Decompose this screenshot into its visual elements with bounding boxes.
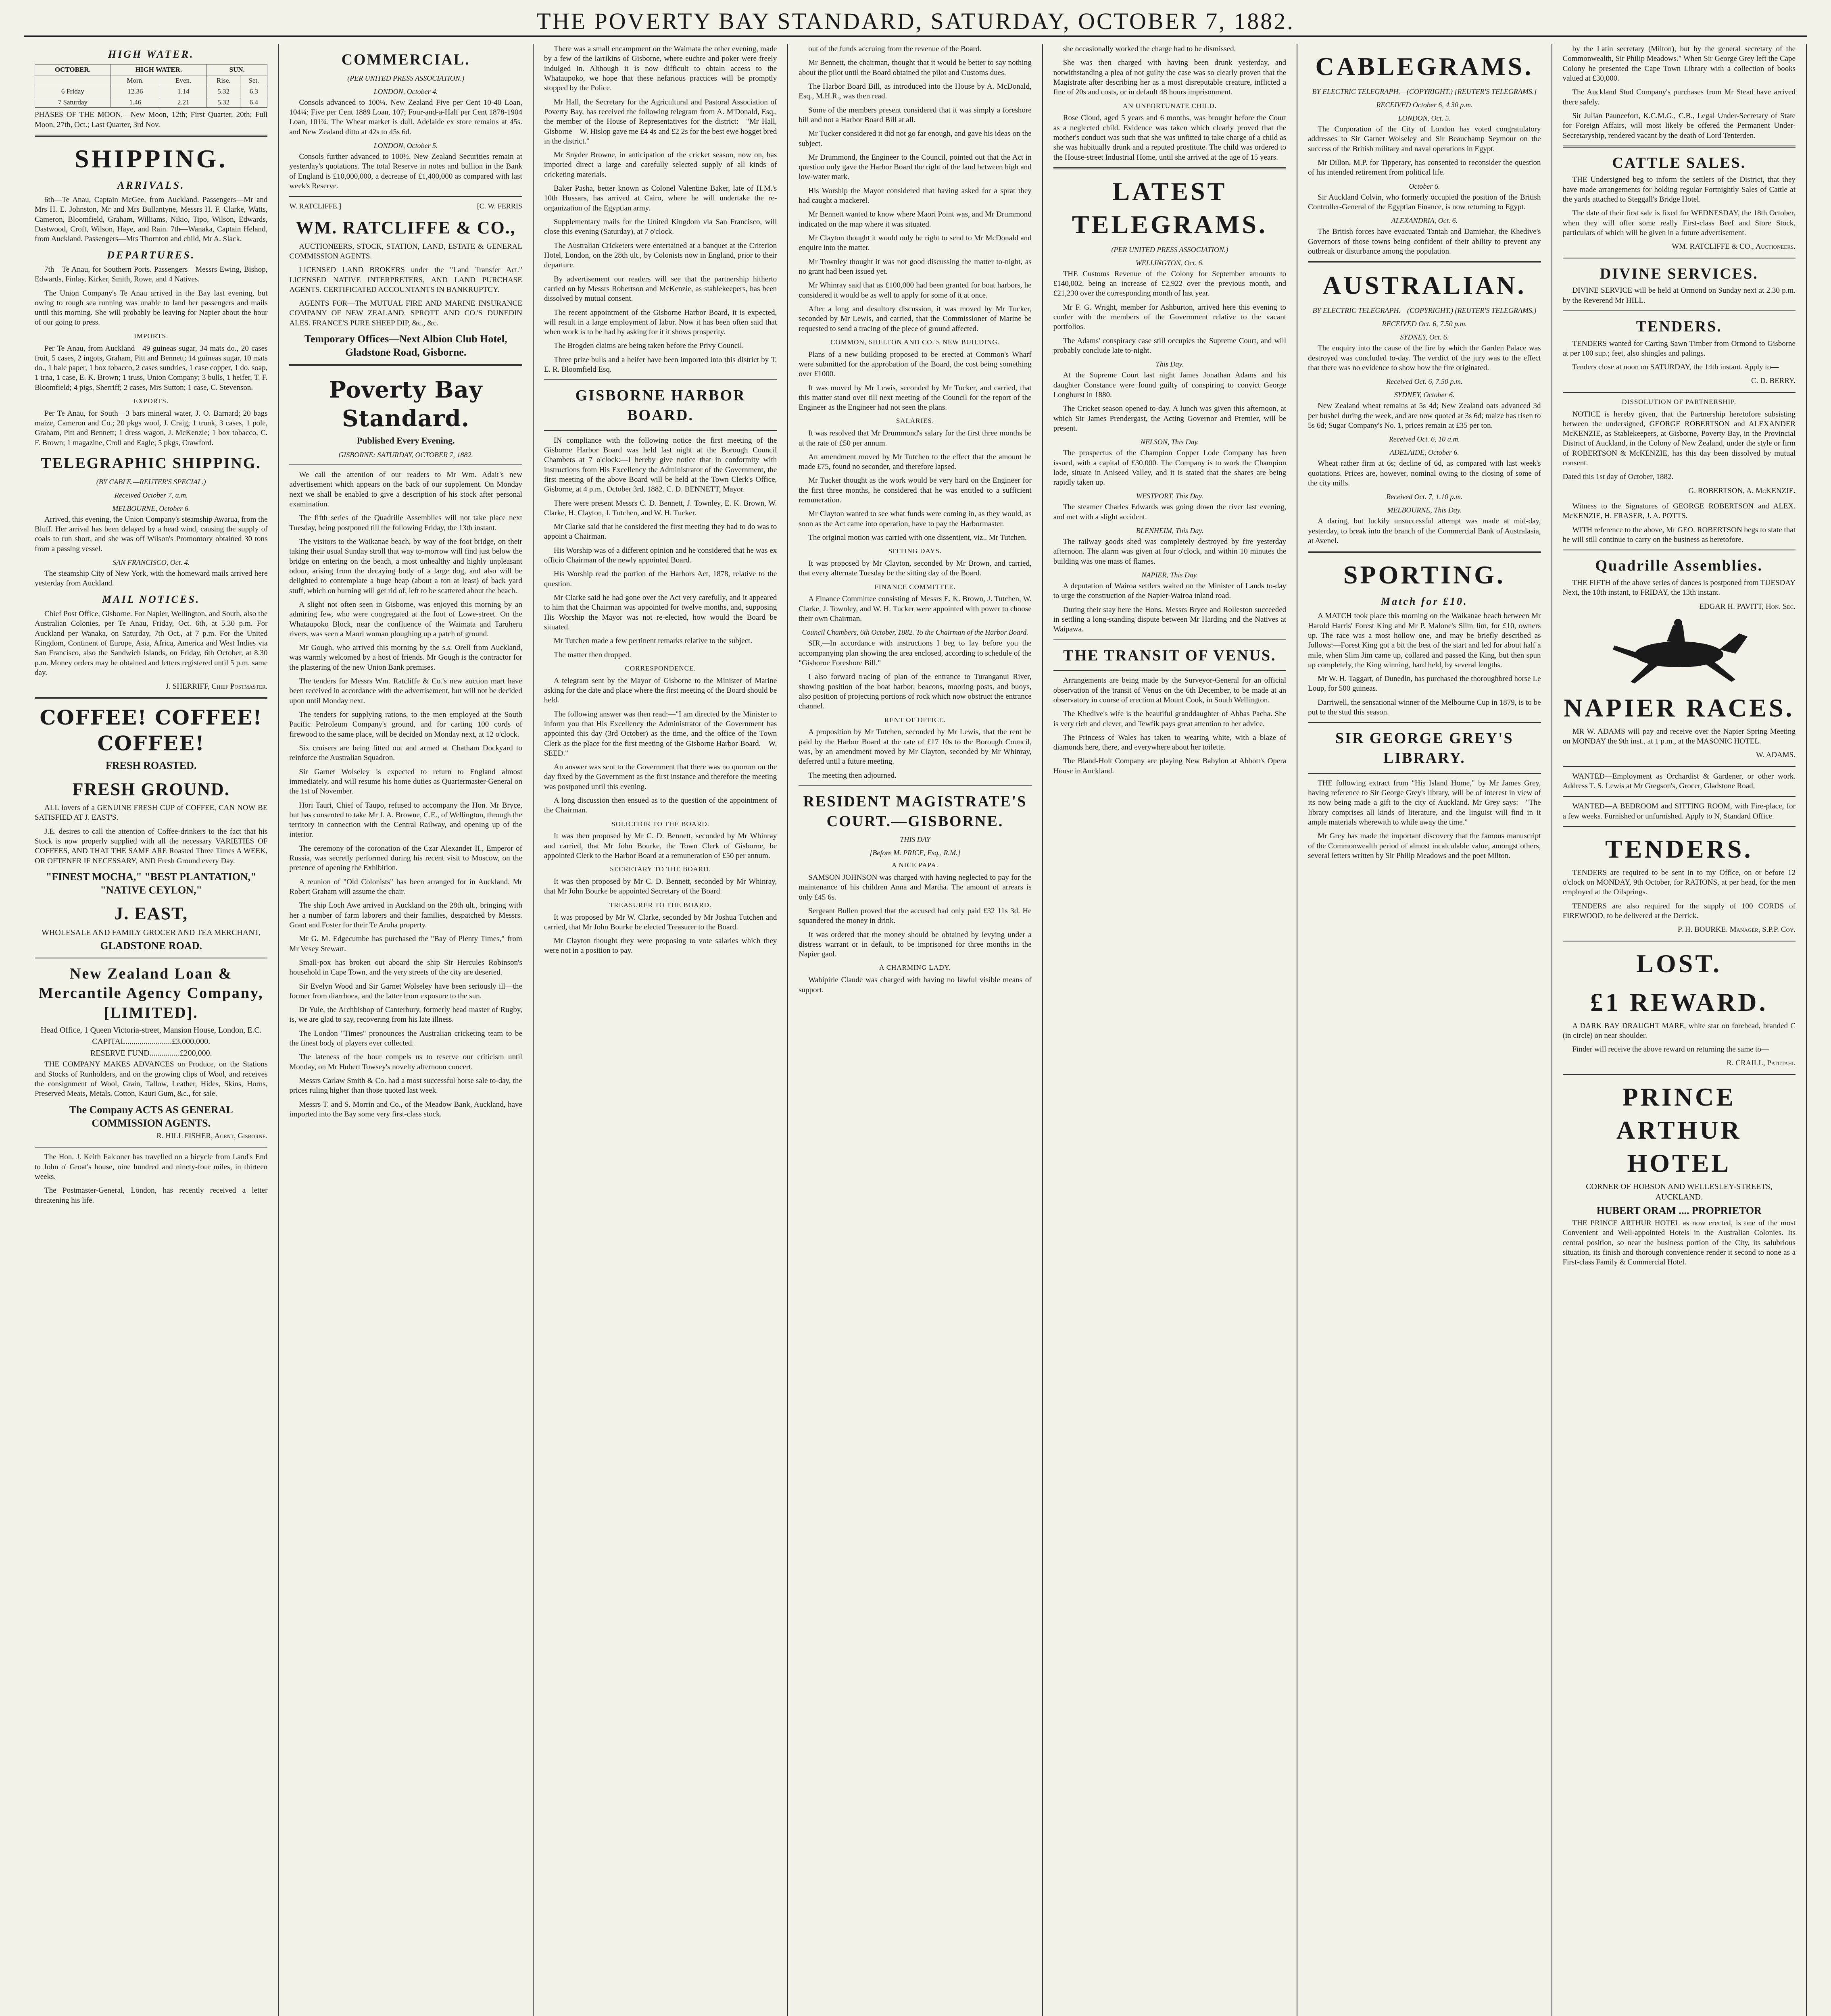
news-para: Three prize bulls and a heifer have been imported into this district by T. E. R. Bloomfield Esq.	[544, 355, 777, 374]
secretary-para: It was then proposed by Mr C. D. Bennett, seconded by Mr Whinray, that Mr John Bourke be appointed Secretary of the Board.	[544, 877, 777, 896]
lost-signature: R. CRAILL, Patutahi.	[1727, 1059, 1796, 1068]
cable-sub: BY ELECTRIC TELEGRAPH.—(COPYRIGHT.) [REUTER'S TELEGRAMS.]	[1312, 87, 1537, 96]
newspaper-title: Poverty Bay Standard.	[329, 376, 483, 432]
court-case-heading: A NICE PAPA.	[891, 861, 939, 869]
east-name: J. EAST,	[114, 904, 188, 924]
ratcliffe-right: [C. W. FERRIS	[477, 202, 522, 210]
corr-para: An answer was sent to the Government that there was no quorum on the day fixed by the Government as the first instance and therefore the meeting was postponed until this evening.	[544, 763, 777, 791]
dissolution-date: Dated this 1st day of October, 1882.	[1562, 473, 1674, 481]
news-para: The recent appointment of the Gisborne Harbor Board, it is expected, will result in a large employment of labor. Now it has been often said that when work is to be had by asking for it it shows prosperity.	[544, 308, 777, 337]
court-para: It was ordered that the money should be obtained by levying under a distress warrant or in default, to be imprisoned for three months in the Napier gaol.	[799, 930, 1032, 959]
child-heading: AN UNFORTUNATE CHILD.	[1122, 102, 1217, 110]
treasurer-para: Mr Clayton thought they were proposing to vote salaries which they were not in a position to pay.	[544, 937, 777, 955]
venus-para: Arrangements are being made by the Surveyor-General for an official observation of the transit of Venus on the 6th December, to be made at an observatory in course of erection at Mount Cook, in South Wellington.	[1053, 676, 1287, 704]
editorial-para: Mr G. M. Edgecumbe has purchased the "Bay of Plenty Times," from Mr Vesey Stewart.	[289, 935, 522, 953]
london-dateline: LONDON, Oct. 5.	[1398, 114, 1451, 122]
salaries-para: Mr Tucker thought as the work would be very hard on the Engineer for the first three months, he considered that he was entitled to a sufficient remuneration.	[799, 476, 1032, 505]
nelson-dateline: NELSON, This Day.	[1140, 438, 1199, 446]
common-heading: COMMON, SHELTON AND CO.'S NEW BUILDING.	[830, 338, 1000, 346]
rent-para: A proposition by Mr Tutchen, seconded by Mr Lewis, that the rent be paid by the Harbor Board at the rate of £17 10s to the Borough Council, was, by an amendment moved by Mr Clayton, seconded by Mr Whinray, deferred until a future meeting.	[799, 728, 1032, 766]
court-para: Sergeant Bullen proved that the accused had only paid £32 11s 3d. He squandered the money in drink.	[799, 906, 1032, 925]
quadrille-signature: EDGAR H. PAVITT, Hon. Sec.	[1699, 602, 1796, 611]
rent-heading: RENT OF OFFICE.	[884, 716, 946, 724]
rent-para: The meeting then adjourned.	[808, 771, 897, 780]
tide-row	[35, 97, 267, 108]
harbor-para: The matter then dropped.	[553, 650, 631, 659]
salaries-para: An amendment moved by Mr Tutchen to the effect that the amount be made £75, found no seconder, and therefore lapsed.	[799, 452, 1032, 471]
aus-received-4: Received Oct. 7, 1.10 p.m.	[1386, 493, 1463, 501]
tenders-para: TENDERS are also required for the supply of 100 CORDS of FIREWOOD, to be delivered at the Derrick.	[1562, 902, 1796, 921]
news-para: By advertisement our readers will see that the partnership hitherto carried on by Messrs Robertson and McKenzie, as stablekeepers, has been dissolved by mutual consent.	[544, 275, 777, 303]
council-dateline: Council Chambers, 6th October, 1882. To the Chairman of the Harbor Board.	[802, 628, 1028, 637]
tide-sub: Morn.	[111, 75, 160, 86]
column-6	[1297, 44, 1552, 2016]
aus-para: Wheat rather firm at 6s; decline of 6d, as compared with last week's quotations. Prices are, however, nominal owing to the closing of some of the city mills.	[1308, 459, 1541, 487]
editorial-para: The visitors to the Waikanae beach, by way of the foot bridge, on their taking their usual Sunday stroll that way to-morrow will find just below the bridge on entering on the beach, a most unhealthy and highly unpleasant odour, arising from the decaying body of a large dog, and also will be delighted to contemplate a huge heap (about a ton at least) of back yard stuff, which on burning will get rid of, left to be scattered about the beach.	[289, 537, 522, 595]
sanfran-text: The steamship City of New York, with the homeward mails arrived here yesterday from Auckland.	[35, 569, 268, 588]
exports-text: Per Te Anau, for South—3 bars mineral water, J. O. Barnard; 20 bags maize, Cameron and Co.; 20 pkgs wool, J. Craig; 1 trunk, 3 cases, 1 pole, Graham, Pitt and Bennett; 1 dress wagon, J. McKenzie; 1 box tobacco, C. F. Brown; 1 magazine, Croll and Eagle; 5 pkgs, Crawford.	[35, 409, 268, 447]
east-ad-text: ALL lovers of a GENUINE FRESH CUP of COFFEE, CAN NOW BE SATISFIED AT J. EAST'S.	[35, 804, 268, 822]
tide-header-water: HIGH WATER.	[111, 65, 207, 75]
common-para: It was moved by Mr Lewis, seconded by Mr Tucker, and carried, that this matter stand over till next meeting of the Council for the report of the Engineer as the Engineer had not seen the plans.	[799, 383, 1032, 412]
harbor-para: Mr Clarke said he had gone over the Act very carefully, and it appeared to him that the Chairman was appointed for twelve months, and, supposing His Worship the Mayor was not re-elected, how would the Board be situated.	[544, 594, 777, 631]
tide-cell: 7 Saturday	[35, 97, 111, 108]
nzloan-office: Head Office, 1 Queen Victoria-street, Mansion House, London, E.C.	[40, 1025, 262, 1035]
received-line: Received October 7, a.m.	[114, 491, 188, 499]
court-case-heading: A CHARMING LADY.	[879, 964, 951, 972]
blenheim-para: The railway goods shed was completely destroyed by fire yesterday afternoon. The alarm was given at four o'clock, and within 10 minutes the building was one mass of flames.	[1053, 537, 1287, 566]
council-para: SIR,—In accordance with instructions I beg to lay before you the accompanying plan showing the area enclosed, according to schedule of the "Gisborne Foreshore Bill."	[799, 639, 1032, 668]
cable-para: Sir Auckland Colvin, who formerly occupied the position of the British Controller-General of the Egyptian Finance, is now returning to Egypt.	[1308, 193, 1541, 211]
telegraphic-sub: (BY CABLE.—REUTER'S SPECIAL.)	[96, 477, 206, 486]
cattle-para: THE Undersigned beg to inform the settlers of the District, that they have made arrangements for holding regular Fortnightly Sales of Cattle at the yards attached to Steggall's Bridge Hotel.	[1562, 175, 1796, 204]
editorial-para: The tenders for supplying rations, to the men employed at the South Pacific Petroleum Company's ground, and for carting 100 cords of firewood to the same place, will be decided on Monday next, at 12 o'clock.	[289, 710, 522, 739]
lost-heading: LOST.	[1636, 949, 1722, 978]
tide-sub: Rise.	[207, 75, 240, 86]
corr-para: A long discussion then ensued as to the question of the appointment of the Chairman.	[544, 796, 777, 815]
ratcliffe-name: WM. RATCLIFFE & CO.,	[296, 218, 516, 238]
quadrille-para: THE FIFTH of the above series of dances is postponed from TUESDAY Next, the 10th instant, to FRIDAY, the 13th instant.	[1562, 578, 1796, 597]
news-para: Sir Julian Pauncefort, K.C.M.G., C.B., Legal Under-Secretary of State for Foreign Affairs, will most likely be offered the Permanent Under-Secretaryship, rendered vacant by the death of Lord Tenterden.	[1562, 111, 1796, 140]
editorial-para: The ship Loch Awe arrived in Auckland on the 28th ult., bringing with her a number of farm laborers and their families, despatched by Messrs. Grant and Foster for their Te Aroha property.	[289, 901, 522, 929]
editorial-para: The London "Times" pronounces the Australian cricketing team to be the finest body of players ever collected.	[289, 1029, 522, 1048]
newspaper-subtitle: Published Every Evening.	[357, 435, 455, 446]
imports-heading: IMPORTS.	[134, 332, 169, 340]
wellington-para: THE Customs Revenue of the Colony for September amounts to £140,002, being an increase of £2,922 over the previous month, and £21,230 over the corresponding month of last year.	[1053, 269, 1287, 298]
dissolution-heading: DISSOLUTION OF PARTNERSHIP.	[1622, 398, 1737, 406]
oct6-dateline: October 6.	[1409, 182, 1440, 190]
dissolution-witness: Witness to the Signatures of GEORGE ROBERTSON and ALEX. McKENZIE, H. FRASER, J. A. POTTS.	[1562, 502, 1796, 521]
imports-text: Per Te Anau, from Auckland—49 guineas sugar, 34 mats do., 20 cases fruit, 5 cases, 2 ingots, Graham, Pitt and Bennett; 14 guineas sugar, 10 mats do., 1 bale paper, 1 box tobacco, 2 cases sundries, 1 case copper, 1 do. soap, 1 trna, 1 case, E. K. Brown; 1 truss, Union Company; 3 bulls, 1 heifer, T. F. Bloomfield; 4 pigs, Sherriff; 2 cases, Mrs Sutton; 1 case, C. Stevenson.	[35, 344, 268, 392]
tenders-para: TENDERS are required to be sent in to my Office, on or before 12 o'clock on MONDAY, 9th October, for RATIONS, at per head, for the men employed at the Oilsprings.	[1562, 868, 1796, 897]
harbor-cont-para: His Worship the Mayor considered that having asked for a sprat they had caught a mackerel.	[799, 186, 1032, 205]
salaries-heading: SALARIES.	[896, 417, 934, 425]
news-para: The Auckland Stud Company's purchases from Mr Stead have arrived there safely.	[1562, 88, 1796, 106]
ratcliffe-text-2: LICENSED LAND BROKERS under the "Land Transfer Act." LICENSED NATIVE INTERPRETERS, AND LAND PURCHASE AGENTS. CERTIFICATED ACCOUNTANTS IN BANKRUPTCY.	[289, 266, 522, 294]
court-day: THIS DAY	[900, 835, 930, 844]
finance-para: A Finance Committee consisting of Messrs E. K. Brown, J. Tutchen, W. Clarke, J. Townley, and W. H. Tucker were appointed with power to choose their own Chairman.	[799, 595, 1032, 623]
aus-received: RECEIVED Oct. 6, 7.50 p.m.	[1382, 320, 1467, 328]
melbourne-dateline: MELBOURNE, October 6.	[112, 504, 190, 512]
moon-phases: PHASES OF THE MOON.—New Moon, 12th; First Quarter, 20th; Full Moon, 27th, Oct.; Last Quarter, 3rd Nov.	[35, 110, 268, 129]
nelson-para: The prospectus of the Champion Copper Lode Company has been issued, with a capital of £30,000. The Company is to work the Champion lode, situate in Aniseed Valley, and it is stated that the shares are being rapidly taken up.	[1053, 449, 1287, 487]
melbourne-text: Arrived, this evening, the Union Company's steamship Awarua, from the Bluff. Her arrival has been delayed by a head wind, causing the supply of coals to run short, and she was off Wilson's Promontory obtained 30 tons from a passing vessel.	[35, 515, 268, 553]
salaries-para: The original motion was carried with one dissentient, viz., Mr Tutchen.	[808, 533, 1027, 542]
mail-signature: J. SHERRIFF, Chief Postmaster.	[165, 682, 268, 691]
wellington-para: The Adams' conspiracy case still occupies the Supreme Court, and will probably conclude late to-night.	[1053, 336, 1287, 355]
cable-para: Mr Dillon, M.P. for Tipperary, has consented to reconsider the question of his intended retirement from political life.	[1308, 158, 1541, 177]
tenders-signature: C. D. BERRY.	[1751, 377, 1796, 385]
high-water-title: HIGH WATER.	[108, 48, 194, 60]
news-para: Baker Pasha, better known as Colonel Valentine Baker, late of H.M.'s 10th Hussars, has arrived at Cairo, where he will undertake the re-organization of the Egyptian army.	[544, 184, 777, 212]
ratcliffe-header	[289, 202, 522, 211]
grey-cont-para: by the Latin secretary (Milton), but by the general secretary of the Commonwealth, Sir Philip Meadows." When Sir George Grey left the Cape Colony he presented the Cape Town Library with a collection of books valued at £30,000.	[1562, 45, 1796, 83]
salaries-para: Mr Clayton wanted to see what funds were coming in, as they would, as soon as the Act came into operation, have to pay the Harbormaster.	[799, 510, 1032, 528]
court-para: Wahipirie Claude was charged with having no lawful visible means of support.	[799, 976, 1032, 994]
child-para: Rose Cloud, aged 5 years and 6 months, was brought before the Court as a neglected child. Evidence was taken which clearly proved that the mother's conduct was such that she was unfitted to take charge of a child as she was habitually drunk and a reputed prostitute. The child was ordered to the House-street Industrial Home, until she arrived at the age of 15 years.	[1053, 114, 1287, 162]
napier-races-para: MR W. ADAMS will pay and receive over the Napier Spring Meeting on MONDAY the 9th inst., at 1 p.m., at the MASONIC HOTEL.	[1562, 727, 1796, 746]
telegraphic-heading: TELEGRAPHIC SHIPPING.	[41, 455, 261, 472]
tide-cell: 5.32	[207, 97, 240, 108]
grey-para: THE following extract from "His Island Home," by Mr James Grey, having reference to Sir George Grey's library, will be of interest in view of its now being made a gift to the city of Auckland. Mr Grey says:—"The library comprises all kinds of literature, and the linguist will find in it ample materials wherewith to while away the time."	[1308, 779, 1541, 827]
harbor-board-heading: GISBORNE HARBOR BOARD.	[575, 387, 746, 424]
news-para: Mr Snyder Browne, in anticipation of the cricket season, now on, has imported direct a large and carefully selected supply of all kinds of cricketing materials.	[544, 151, 777, 179]
london-dateline-2: LONDON, October 5.	[373, 141, 438, 150]
hotel-heading: PRINCE ARTHUR HOTEL	[1616, 1082, 1742, 1177]
coffee-heading: COFFEE! COFFEE! COFFEE!	[40, 706, 263, 756]
tide-sub: Set.	[240, 75, 267, 86]
tide-cell: 2.21	[160, 97, 207, 108]
news-para: There was a small encampment on the Waimata the other evening, made by a few of the larrikins of Gisborne, where euchre and poker were freely indulged in. Although it is now difficult to obtain access to the Whataupoko, we hope that these nefarious practices will be promptly stopped by the Police.	[544, 45, 777, 93]
editorial-para: We call the attention of our readers to Mr Wm. Adair's new advertisement which appears on the back of our supplement. On Monday next we shall be enabled to give a description of his stock after personal examination.	[289, 471, 522, 509]
tenders-heading: TENDERS.	[1636, 318, 1722, 335]
tenders-para: Tenders close at noon on SATURDAY, the 14th instant. Apply to—	[1572, 363, 1779, 372]
editorial-para: A reunion of "Old Colonists" has been arranged for in Auckland. Mr Robert Graham will assume the chair.	[289, 877, 522, 896]
venus-para: The Bland-Holt Company are playing New Babylon at Abbott's Opera House in Auckland.	[1053, 757, 1287, 775]
aus-para: The enquiry into the cause of the fire by which the Garden Palace was destroyed was concluded to-day. The verdict of the jury was to the effect that there was no evidence to show how the fire originated.	[1308, 344, 1541, 372]
editorial-para: The lateness of the hour compels us to reserve our criticism until Monday, on Mr Hubert Towsey's novelty afternoon concert.	[289, 1053, 522, 1071]
tide-table	[35, 64, 267, 108]
commercial-sub: (PER UNITED PRESS ASSOCIATION.)	[347, 74, 465, 82]
court-heading: RESIDENT MAGISTRATE'S COURT.—GISBORNE.	[803, 793, 1027, 830]
editorial-para: The ceremony of the coronation of the Czar Alexander II., Emperor of Russia, was secretly performed during his recent visit to Moscow, on the pretence of opening the Exhibition.	[289, 844, 522, 873]
editorial-para: Sir Evelyn Wood and Sir Garnet Wolseley have been seriously ill—the former from diarrhoea, and the latter from exposure to the sun.	[289, 982, 522, 1000]
london-text-2: Consols further advanced to 100½. New Zealand Securities remain at yesterday's quotations. The total Reserve in notes and bullion in the Bank of England is £10,000,000, a decrease of £1,400,000 as compared with last week's Reserve.	[289, 152, 522, 190]
napier-races-heading: NAPIER RACES.	[1564, 693, 1795, 722]
this-day-para: At the Supreme Court last night James Jonathan Adams and his daughter Constance were found guilty of conspiring to convict George Longhurst in 1880.	[1053, 371, 1287, 399]
news-para: Mr Hall, the Secretary for the Agricultural and Pastoral Association of Poverty Bay, has received the following telegram from A. M'Donald, Esq., the member of the House of Representatives for the district:—"Mr Hall, Gisborne—W. Hislop gave me £4 4s and £2 2s for the best ewe hogget bred in the district."	[544, 98, 777, 146]
editorial-para: Small-pox has broken out aboard the ship Sir Hercules Robinson's household in Cape Town, and the very streets of the city are deserted.	[289, 958, 522, 977]
harbor-cont-para: Mr Drummond, the Engineer to the Council, pointed out that the Act in question only gave the Harbor Board the right of the land between high and low-water mark.	[799, 153, 1032, 181]
napier-para: During their stay here the Hons. Messrs Bryce and Rolleston succeeded in settling a long-standing dispute between Mr Harding and the Natives at Waipawa.	[1053, 605, 1287, 634]
lost-para: Finder will receive the above reward on returning the same to—	[1572, 1045, 1769, 1054]
hotel-para: THE PRINCE ARTHUR HOTEL as now erected, is one of the most Convenient and Well-appointed Hotels in the Australian Colonies. Its central position, so near the business portion of the City, its salubrious situation, its finish and thorough convenience render it second to none as a First-class Family & Commercial Hotel.	[1562, 1218, 1796, 1267]
aus-sub: BY ELECTRIC TELEGRAPH.—(COPYRIGHT.) (REUTER'S TELEGRAMS.)	[1312, 306, 1537, 315]
ratcliffe-agents: AGENTS FOR—The MUTUAL FIRE AND MARINE INSURANCE COMPANY OF NEW ZEALAND. SPROTT AND CO.'S DUNEDIN ALES. FRANCE'S PURE SHEEP DIP, &c., &c.	[289, 299, 522, 327]
temp-office: Temporary Offices—Next Albion Club Hotel, Gladstone Road, Gisborne.	[304, 333, 507, 358]
sporting-para: Mr W. H. Taggart, of Dunedin, has purchased the thoroughbred horse Le Loup, for 500 guineas.	[1308, 675, 1541, 693]
court-para: SAMSON JOHNSON was charged with having neglected to pay for the maintenance of his children Anna and Martha. The amount of arrears is only £45 6s.	[799, 873, 1032, 902]
harbor-cont-para: Mr Tucker considered it did not go far enough, and gave his ideas on the subject.	[799, 129, 1032, 148]
east-ad-text-2: J.E. desires to call the attention of Coffee-drinkers to the fact that his Stock is now properly supplied with all the necessary VARIETIES OF COFFEES, AND THAT THE SAME ARE Roasted Three Times A WEEK, OR OFTENER IF NECESSARY, AND Fresh Ground every Day.	[35, 827, 268, 865]
london-dateline-1: LONDON, October 4.	[373, 87, 438, 96]
postmaster-note: The Postmaster-General, London, has recently received a letter threatening his life.	[35, 1186, 268, 1205]
shipping-heading: SHIPPING.	[75, 144, 228, 173]
solicitor-heading: SOLICITOR TO THE BOARD.	[611, 820, 709, 828]
column-2	[279, 44, 533, 2016]
dissolution-signature: G. ROBERTSON, A. McKENZIE.	[1688, 486, 1796, 495]
east-trade: WHOLESALE AND FAMILY GROCER AND TEA MERCHANT,	[42, 928, 261, 937]
harbor-cont-para: Mr Whinray said that as £100,000 had been granted for boat harbors, he considered it would be as well to apply for some of it at once.	[799, 281, 1032, 300]
westport-dateline: WESTPORT, This Day.	[1136, 492, 1203, 500]
melbourne-dateline: MELBOURNE, This Day.	[1387, 506, 1462, 514]
arrivals-heading: ARRIVALS.	[117, 179, 185, 191]
east-address: GLADSTONE ROAD.	[100, 940, 202, 952]
wanted-ad: WANTED—Employment as Orchardist & Gardener, or other work. Address T. S. Lewis at Mr Gregson's, Grocer, Gladstone Road.	[1562, 772, 1796, 790]
masthead: THE POVERTY BAY STANDARD, SATURDAY, OCTOBER 7, 1882.	[24, 7, 1807, 37]
napier-para: A deputation of Wairoa settlers waited on the Minister of Lands to-day to urge the construction of the Napier-Wairoa inland road.	[1053, 582, 1287, 600]
ratcliffe-left: W. RATCLIFFE.]	[289, 202, 342, 210]
alexandria-dateline: ALEXANDRIA, Oct. 6.	[1391, 217, 1458, 225]
aus-received-2: Received Oct. 6, 7.50 p.m.	[1386, 377, 1463, 386]
sitting-para: It was proposed by Mr Clayton, seconded by Mr Brown, and carried, that every alternate Tuesday be the sitting day of the Board.	[799, 559, 1032, 578]
news-para: Supplementary mails for the United Kingdom via San Francisco, will close this evening (Saturday), at 7 o'clock.	[544, 218, 777, 236]
lost-para: A DARK BAY DRAUGHT MARE, white star on forehead, branded C (in circle) on near shoulder.	[1562, 1021, 1796, 1040]
cattle-para: The date of their first sale is fixed for WEDNESDAY, the 18th October, when they will offer some really First-class Beef and Store Stock, particulars of which will be given in a future advertisement.	[1562, 209, 1796, 237]
corr-para: A telegram sent by the Mayor of Gisborne to the Minister of Marine asking for the date and place where the first meeting of the Board should be held.	[544, 676, 777, 705]
westport-para: The steamer Charles Edwards was going down the river last evening, and met with a slight accident.	[1053, 503, 1287, 521]
union-text: The Union Company's Te Anau arrived in the Bay last evening, but owing to rough sea running was unable to land her passengers and mails until this morning. She will probably be leaving for Napier about the hour of our going to press.	[35, 289, 268, 327]
london-text-1: Consols advanced to 100¼. New Zealand Five per Cent 10-40 Loan, 104¼; Five per Cent 1889 Loan, 107; Four-and-a-Half per Cent 1878-1904 Loan, 101¾. The Wheat market is dull. Adelaide ex store remains at 45s. and New Zealand ditto at 42s to 45s 6d.	[289, 98, 522, 136]
quadrille-heading: Quadrille Assemblies.	[1595, 557, 1763, 575]
harbor-para: His Worship read the portion of the Harbors Act, 1878, relative to the question.	[544, 570, 777, 588]
treasurer-heading: TREASURER TO THE BOARD.	[609, 901, 712, 909]
column-1	[24, 44, 279, 2016]
tide-header-month: OCTOBER.	[35, 65, 111, 75]
tenders-para: TENDERS wanted for Carting Sawn Timber from Ormond to Gisborne at per 100 sup.; feet, also shingles and palings.	[1562, 339, 1796, 358]
common-para: Plans of a new building proposed to be erected at Common's Wharf were submitted for the approbation of the Board, the cost being something over £1000.	[799, 350, 1032, 379]
page-columns	[24, 44, 1807, 2016]
harbor-cont-para: Mr Bennett, the chairman, thought that it would be better to say nothing about the pilot until the Board obtained the pilot and Customs dues.	[799, 58, 1032, 77]
hotel-proprietor: HUBERT ORAM .... PROPRIETOR	[1596, 1204, 1762, 1216]
harbor-cont-para: Mr Clayton thought it would only be right to send to Mr McDonald and enquire into the matter.	[799, 234, 1032, 252]
venus-heading: THE TRANSIT OF VENUS.	[1063, 647, 1276, 664]
cattle-heading: CATTLE SALES.	[1612, 154, 1746, 171]
tide-cell: 6 Friday	[35, 86, 111, 97]
dissolution-para: WITH reference to the above, Mr GEO. ROBERTSON begs to state that he will still continue to carry on the business as heretofore.	[1562, 525, 1796, 544]
match-heading: Match for £10.	[1381, 596, 1468, 608]
aus-received-3: Received Oct. 6, 10 a.m.	[1389, 435, 1460, 444]
divine-para: DIVINE SERVICE will be held at Ormond on Sunday next at 2.30 p.m. by the Reverend Mr HILL.	[1562, 286, 1796, 305]
harbor-cont-para: Mr Townley thought it was not good discussing the matter to-night, as no grant had been issued yet.	[799, 257, 1032, 276]
adelaide-dateline: ADELAIDE, October 6.	[1389, 448, 1459, 457]
divine-heading: DIVINE SERVICES.	[1600, 265, 1758, 282]
coffee-varieties: "FINEST MOCHA," "BEST PLANTATION," "NATIVE CEYLON,"	[46, 871, 257, 896]
harbor-para: IN compliance with the following notice the first meeting of the Gisborne Harbor Board was held last night at the Borough Council Chambers at 7 o'clock:—I hereby give notice that in conformity with instructions from His Excellency the Administrator of the Government, the first meeting of the above Board will be held at the Town Clerk's Office, Gisborne, at 4 p.m., October 3rd, 1882. C. D. BENNETT, Mayor.	[544, 436, 777, 494]
napier-dateline: NAPIER, This Day.	[1141, 571, 1198, 579]
harbor-cont-para: Mr Bennett wanted to know where Maori Point was, and Mr Drummond indicated on the map where it was situated.	[799, 210, 1032, 229]
nzloan-signature: R. HILL FISHER, Agent, Gisborne.	[156, 1132, 268, 1141]
falconer-note: The Hon. J. Keith Falconer has travelled on a bicycle from Land's End to John o' Groat's house, nine hundred and ninety-four miles, in thirteen weeks.	[35, 1153, 268, 1181]
dissolution-para: NOTICE is hereby given, that the Partnership heretofore subsisting between the undersigned, GEORGE ROBERTSON and ALEXANDER McKENZIE, as Stablekeepers, at Gisborne, Poverty Bay, in the Provincial District of Auckland, in the Colony of New Zealand, under the style or firm of ROBERTSON & McKENZIE, has this day been dissolved by mutual consent.	[1562, 410, 1796, 468]
editorial-para: The fifth series of the Quadrille Assemblies will not take place next Tuesday, being postponed till the following Friday, the 13th instant.	[289, 514, 522, 532]
column-7	[1552, 44, 1807, 2016]
news-para: The Brogden claims are being taken before the Privy Council.	[553, 342, 744, 350]
editorial-para: Sir Garnet Wolseley is expected to return to England almost immediately, and will resume his home duties as Quartermaster-General on the 1st of November.	[289, 767, 522, 796]
latest-telegrams-heading: LATEST TELEGRAMS.	[1072, 177, 1268, 239]
fresh-roasted: FRESH ROASTED.	[106, 760, 197, 772]
cable-para: The British forces have evacuated Tantah and Damiehar, the Khedive's Governors of those towns being confident of their ability to prevent any outbreak or disturbance among the population.	[1308, 227, 1541, 256]
cricket-para: The Cricket season opened to-day. A lunch was given this afternoon, at which Sir James Prendergast, the Acting Governor and Premier, will be present.	[1053, 404, 1287, 433]
wellington-dateline: WELLINGTON, Oct. 6.	[1135, 258, 1204, 267]
council-para: I also forward tracing of plan of the entrance to Turanganui River, showing position of the boat harbor, beacons, mooring posts, and buoys, also position of projecting portions of rock which now obstruct the entrance channel.	[799, 673, 1032, 711]
solicitor-para: It was then proposed by Mr C. D. Bennett, seconded by Mr Whinray and carried, that Mr John Bourke, the Town Clerk of Gisborne, be appointed Clerk to the Harbor Board at a remuneration of £50 per annum.	[544, 832, 777, 860]
aus-para: New Zealand wheat remains at 5s 4d; New Zealand oats advanced 3d per bushel during the week, and are now quoted at 3s 6d; maize has risen to 5s 6d; Sugar Company's No. 1, prices remain at £35 per ton.	[1308, 402, 1541, 430]
editorial-para: Messrs Carlaw Smith & Co. had a most successful horse sale to-day, the prices ruling higher than those quoted last week.	[289, 1077, 522, 1095]
editorial-para: The tenders for Messrs Wm. Ratcliffe & Co.'s new auction mart have been received in accordance with the advertisement, but will not be decided upon until Monday next.	[289, 677, 522, 705]
harbor-para: Mr Tutchen made a few pertinent remarks relative to the subject.	[553, 637, 753, 646]
tide-cell: 6.4	[240, 97, 267, 108]
editorial-para: A slight not often seen in Gisborne, was enjoyed this morning by an admiring few, who were congregated at the foot of Lowe-street. On the Whataupoko Block, near the confluence of the Waimata and Taruheru rivers, was seen a Maori woman ploughing up a patch of ground.	[289, 600, 522, 638]
column-5	[1043, 44, 1297, 2016]
finance-heading: FINANCE COMMITTEE.	[874, 583, 956, 591]
sporting-para: Darriwell, the sensational winner of the Melbourne Cup in 1879, is to be put to the stud this season.	[1308, 698, 1541, 717]
wanted-ad: WANTED—A BEDROOM and SITTING ROOM, with Fire-place, for a few weeks. Furnished or unfurnished. Apply to N, Standard Office.	[1562, 802, 1796, 821]
australian-heading: AUSTRALIAN.	[1322, 271, 1527, 300]
harbor-cont-para: Some of the members present considered that it was simply a foreshore bill and not a Harbor Board Bill at all.	[799, 106, 1032, 124]
cablegrams-heading: CABLEGRAMS.	[1315, 52, 1534, 81]
editorial-para: Mr Gough, who arrived this morning by the s.s. Orell from Auckland, was warmly welcomed by a host of friends. Mr Gough is the contractor for the plastering of the new Union Bank premises.	[289, 644, 522, 672]
harbor-para: There were present Messrs C. D. Bennett, J. Townley, E. K. Brown, W. Clarke, H. Clayton, J. Tutchen, and W. H. Tucker.	[544, 499, 777, 517]
court-cont-para: she occasionally worked the charge had to be dismissed.	[1063, 45, 1236, 53]
nzloan-text: THE COMPANY MAKES ADVANCES on Produce, on the Stations and Stocks of Runholders, and on the growing clips of Wool, and receives the consignment of Wool, Grain, Tallow, Leather, Hides, Skins, Horns, Preserved Meats, Metals, Cotton, Kauri Gum, &c., for sale.	[35, 1060, 268, 1098]
cable-para: The Corporation of the City of London has voted congratulatory addresses to Sir Garnet Wolseley and Sir Beauchamp Seymour on the success of the British military and naval operations in Egypt.	[1308, 125, 1541, 153]
court-cont-para: She was then charged with having been drunk yesterday, and notwithstanding a plea of not guilty the case was so clearly proven that the Magistrate after describing her as a most disreputable creature, inflicted a fine of 20s and costs, or in default 48 hours imprisonment.	[1053, 58, 1287, 97]
hotel-address: CORNER OF HOBSON AND WELLESLEY-STREETS, AUCKLAND.	[1586, 1182, 1773, 1202]
nzloan-heading: New Zealand Loan & Mercantile Agency Company, [LIMITED].	[38, 965, 264, 1021]
fresh-ground: FRESH GROUND.	[72, 779, 230, 799]
nzloan-acts: The Company ACTS AS GENERAL COMMISSION AGENTS.	[69, 1104, 233, 1129]
treasurer-para: It was proposed by Mr W. Clarke, seconded by Mr Joshua Tutchen and carried, that Mr John Bourke be elected Treasurer to the Board.	[544, 913, 777, 931]
harbor-cont-para: The Harbor Board Bill, as introduced into the House by A. McDonald, Esq., M.H.R., was then read.	[799, 82, 1032, 101]
tide-cell: 1.46	[111, 97, 160, 108]
column-4	[788, 44, 1043, 2016]
sitting-heading: SITTING DAYS.	[888, 547, 942, 555]
exports-heading: EXPORTS.	[133, 397, 169, 405]
harbor-cont-para: After a long and desultory discussion, it was moved by Mr Tucker, seconded by Mr Lewis, and carried, that the Commissioner of Marine be requested to send a tracing of the piece of ground affected.	[799, 304, 1032, 333]
wellington-para: Mr F. G. Wright, member for Ashburton, arrived here this evening to confer with the members of the Government relative to the vacant portfolios.	[1053, 303, 1287, 331]
corr-para: The following answer was then read:—"I am directed by the Minister to inform you that His Excellency the Administrator of the Government has appointed this day (3rd October) as the time, and the office of the Town Clerk as the place for the first meeting of the Gisborne Harbor Board.—W. SEED."	[544, 710, 777, 758]
mail-text: Chief Post Office, Gisborne. For Napier, Wellington, and South, also the Australian Colonies, per Te Anau, Friday, Oct. 6th, at 5.30 p.m. For Auckland per Wanaka, on Saturday, 7th Oct., at 7 p.m. For the United Kingdom, Continent of Europe, Asia, Africa, America and West Indies via San Francisco, also the Sandwich Islands, on Friday, 6th October, at 8.30 p.m. Money orders may be obtained and letters registered until 5 p.m. same day.	[35, 609, 268, 677]
tide-header-sun: SUN.	[207, 65, 267, 75]
news-para: The Australian Cricketers were entertained at a banquet at the Criterion Hotel, London, on the 28th ult., by Colonists now in England, prior to their departure.	[544, 241, 777, 270]
venus-para: The Khedive's wife is the beautiful granddaughter of Abbas Pacha. She is very rich and clever, and Tewfik pays great attention to her advice.	[1053, 710, 1287, 728]
sporting-heading: SPORTING.	[1343, 560, 1506, 589]
tenders-signature-2: P. H. BOURKE. Manager, S.P.P. Coy.	[1677, 925, 1796, 934]
grey-library-heading: SIR GEORGE GREY'S LIBRARY.	[1335, 730, 1514, 767]
departures-heading: DEPARTURES.	[107, 249, 196, 261]
ratcliffe-text: AUCTIONEERS, STOCK, STATION, LAND, ESTATE & GENERAL COMMISSION AGENTS.	[289, 242, 522, 260]
arrivals-text: 6th—Te Anau, Captain McGee, from Auckland. Passengers—Mr and Mrs H. E. Johnston, Mr and Mrs Bullantyne, Messrs H. F. Clarke, Watts, Cameron, Bloomfield, Graham, Williams, Nikio, Tipo, Wilson, Edwards, Dastwood, Croft, Wilson, Haye, and Rain. 7th—Wanaka, Captain Heland, from Auckland. Passengers—Mrs Thornton and child, Mr A. Slack.	[35, 196, 268, 244]
harbor-cont-para: out of the funds accruing from the revenue of the Board.	[808, 45, 982, 53]
editorial-para: Messrs T. and S. Morrin and Co., of the Meadow Bank, Auckland, have imported into the Bay some very first-class stock.	[289, 1100, 522, 1118]
venus-para: The Princess of Wales has taken to wearing white, with a blaze of diamonds here, there, and everywhere about her toilette.	[1053, 733, 1287, 752]
editorial-para: Six cruisers are being fitted out and armed at Chatham Dockyard to reinforce the Australian Squadron.	[289, 744, 522, 762]
tide-cell: 6.3	[240, 86, 267, 97]
this-day-dateline: This Day.	[1155, 360, 1184, 369]
salaries-para: It was resolved that Mr Drummond's salary for the first three months be at the rate of £50 per annum.	[799, 429, 1032, 448]
mail-heading: MAIL NOTICES.	[102, 593, 200, 605]
sporting-para: A MATCH took place this morning on the Waikanae beach between Mr Harold Harris' Forest King and Mr P. Malone's Slim Jim, for £10, owners up. The race was a most hollow one, and may be briefly described as follows:—Forest King got a bit the best of the start and led for about half a mile, when Slim Jim came up, collared and passed the King, but then spun up completely, the King winning, hard held, by several lengths.	[1308, 612, 1541, 669]
secretary-heading: SECRETARY TO THE BOARD.	[610, 865, 711, 873]
nzloan-reserve: RESERVE FUND...............£200,000.	[90, 1048, 212, 1058]
column-3	[534, 44, 788, 2016]
blenheim-dateline: BLENHEIM, This Day.	[1136, 527, 1203, 535]
latest-sub: (PER UNITED PRESS ASSOCIATION.)	[1111, 245, 1228, 254]
harbor-para: Mr Clarke said that he considered the first meeting they had to do was to appoint a Chairman.	[544, 523, 777, 541]
editorial-para: Dr Yule, the Archbishop of Canterbury, formerly head master of Rugby, is, we are glad to say, recovering from his late illness.	[289, 1006, 522, 1024]
tide-cell: 12.36	[111, 86, 160, 97]
editorial-para: Hori Tauri, Chief of Taupo, refused to accompany the Hon. Mr Bryce, but has consented to take Mr J. A. Browne, C.E., of Wellington, through the territory in connection with the Central Railway, and opening up of the interior.	[289, 801, 522, 839]
harbor-para: His Worship was of a different opinion and he considered that he was ex officio Chairman of the newly appointed Board.	[544, 546, 777, 565]
correspondence-heading: CORRESPONDENCE.	[625, 664, 696, 672]
sanfran-dateline: SAN FRANCISCO, Oct. 4.	[113, 558, 190, 567]
newspaper-date: GISBORNE: SATURDAY, OCTOBER 7, 1882.	[338, 451, 473, 459]
sydney-dateline-2: SYDNEY, October 6.	[1394, 391, 1455, 399]
departures-text: 7th—Te Anau, for Southern Ports. Passengers—Messrs Ewing, Bishop, Edwards, Finlay, Kirker, Smith, Rowe, and 4 Natives.	[35, 265, 268, 284]
grey-para: Mr Grey has made the important discovery that the famous manuscript of the Commonwealth period of almost incalculable value, amongst others, several letters written by Sir Philip Meadows and the poet Milton.	[1308, 832, 1541, 860]
reward-heading: £1 REWARD.	[1590, 987, 1768, 1016]
racehorse-illustration	[1602, 617, 1756, 686]
tide-row	[35, 86, 267, 97]
napier-races-signature: W. ADAMS.	[1756, 751, 1796, 760]
cable-received: RECEIVED October 6, 4.30 p.m.	[1376, 100, 1473, 109]
tide-cell: 5.32	[207, 86, 240, 97]
tenders-heading-2: TENDERS.	[1605, 834, 1753, 863]
sydney-dateline: SYDNEY, Oct. 6.	[1400, 333, 1449, 342]
commercial-heading: COMMERCIAL.	[341, 51, 470, 68]
aus-para: A daring, but luckily unsuccessful attempt was made at mid-day, yesterday, to break into the branch of the Commercial Bank of Australasia, at Avenel.	[1308, 517, 1541, 545]
nzloan-capital: CAPITAL.......................£3,000,000.	[92, 1037, 211, 1046]
court-before: [Before M. PRICE, Esq., R.M.]	[870, 849, 961, 857]
cattle-signature: WM. RATCLIFFE & CO., Auctioneers.	[1672, 242, 1796, 251]
tide-cell: 1.14	[160, 86, 207, 97]
tide-sub: Even.	[160, 75, 207, 86]
